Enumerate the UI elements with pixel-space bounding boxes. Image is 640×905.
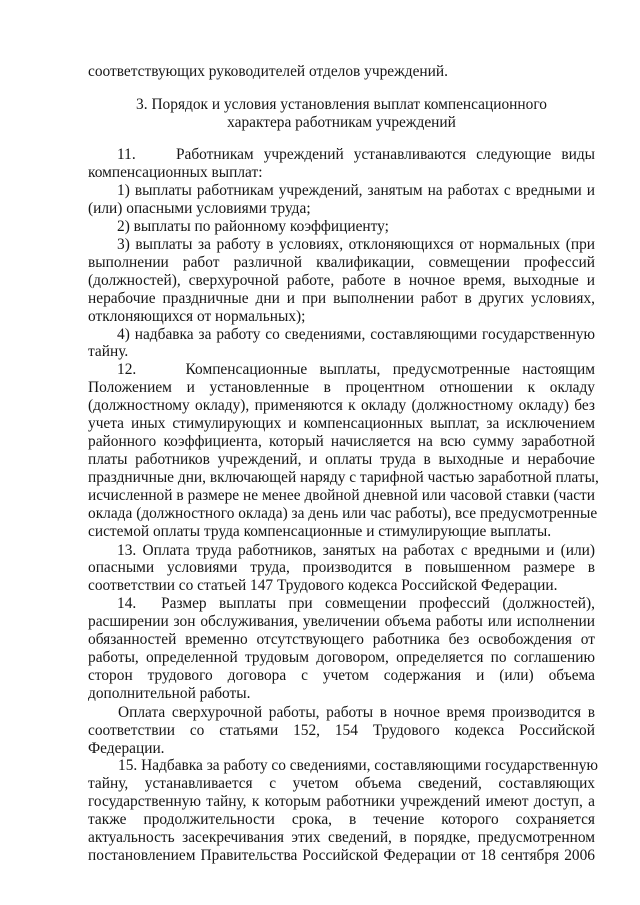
p14-line-5: сторон трудового договора с учетом содержания и (или) объема (88, 666, 595, 684)
p13-line-2: опасными условиями труда, производится в повышенном размере в (88, 559, 595, 577)
p12-line-4: учета иных стимулирующих и компенсационных выплат, за исключением (88, 415, 595, 433)
section-heading-line-1: 3. Порядок и условия установления выплат компенсационного (136, 96, 547, 114)
p11-3-line-2: выполнении работ различной квалификации, совмещении профессий (88, 253, 595, 271)
p15-line-5: актуальность засекречивания этих сведений, в порядке, предусмотренном (88, 829, 595, 847)
p11-line-2: компенсационных выплат: (88, 164, 263, 182)
p12-line-9: оклада (должностного оклада) за день или час работы), все предусмотренные (88, 504, 598, 522)
p12-line-8: исчисленной в размере не менее двойной дневной или часовой ставки (части (88, 486, 595, 504)
p14-line-3: обязанностей временно отсутствующего работника без освобождения от (88, 631, 595, 649)
p14-line-2: расширении зон обслуживания, увеличении объема работы или исполнении (88, 613, 595, 631)
p14-line-6: дополнительной работы. (88, 684, 251, 702)
p15-line-1: 15. Надбавка за работу со сведениями, составляющими государственную (118, 757, 598, 775)
p13-line-3: соответствии со статьей 147 Трудового кодекса Российской Федерации. (88, 577, 558, 595)
p11-4-line-2: тайну. (88, 343, 129, 361)
p11-4-line-1: 4) надбавка за работу со сведениями, составляющими государственную (117, 325, 595, 343)
p15-line-2: тайну, устанавливается с учетом объема сведений, составляющих (88, 775, 595, 793)
p12-line-3: (должностному окладу), применяются к окладу (должностному окладу) без (88, 397, 595, 415)
p11-1-line-1: 1) выплаты работникам учреждений, занятым на работах с вредными и (117, 182, 595, 200)
p12-line-6: платы работников учреждений, и оплаты труда в выходные и нерабочие (88, 451, 595, 468)
p11-line-1: 11. Работникам учреждений устанавливаются следующие виды (117, 146, 595, 164)
p11-3-line-3: (должностей), сверхурочной работе, работе в ночное время, выходные и (88, 271, 595, 289)
intro-line: соответствующих руководителей отделов учреждений. (88, 63, 448, 80)
p15-line-6: постановлением Правительства Российской Федерации от 18 сентября 2006 (88, 847, 595, 864)
p11-1-line-2: (или) опасными условиями труда; (88, 200, 311, 218)
p14b-line-1: Оплата сверхурочной работы, работы в ночное время производится в (118, 703, 595, 721)
p13-line-1: 13. Оплата труда работников, занятых на работах с вредными и (или) (117, 541, 595, 559)
p11-3-line-4: нерабочие праздничные дни и при выполнении работ в других условиях, (88, 289, 595, 307)
p11-3-line-1: 3) выплаты за работу в условиях, отклоняющихся от нормальных (при (117, 235, 595, 253)
p14-line-4: работы, определенной трудовым договором, определяется по соглашению (88, 649, 595, 666)
p12-line-10: системой оплаты труда компенсационные и стимулирующие выплаты. (88, 522, 552, 540)
p15-line-4: также продолжительности срока, в течение которого сохраняется (88, 811, 595, 829)
p15-line-3: государственную тайну, к которым работники учреждений имеют доступ, а (88, 793, 595, 811)
p12-line-7: праздничные дни, включающей наряду с тарифной частью заработной платы, (88, 468, 599, 486)
p12-line-2: Положением и установленные в процентном отношении к окладу (88, 379, 595, 397)
p11-2-line-1: 2) выплаты по районному коэффициенту; (117, 218, 389, 235)
p11-3-line-5: отклоняющихся от нормальных); (88, 307, 306, 325)
p14-line-1: 14. Размер выплаты при совмещении профессий (должностей), (117, 595, 595, 613)
p12-line-5: районного коэффициента, который начисляется на всю сумму заработной (88, 433, 595, 450)
p14b-line-3: Федерации. (88, 739, 165, 757)
p14b-line-2: соответствии со статьями 152, 154 Трудового кодекса Российской (88, 721, 595, 739)
section-heading-line-2: характера работникам учреждений (227, 114, 456, 132)
p12-line-1: 12. Компенсационные выплаты, предусмотренные настоящим (117, 361, 595, 379)
